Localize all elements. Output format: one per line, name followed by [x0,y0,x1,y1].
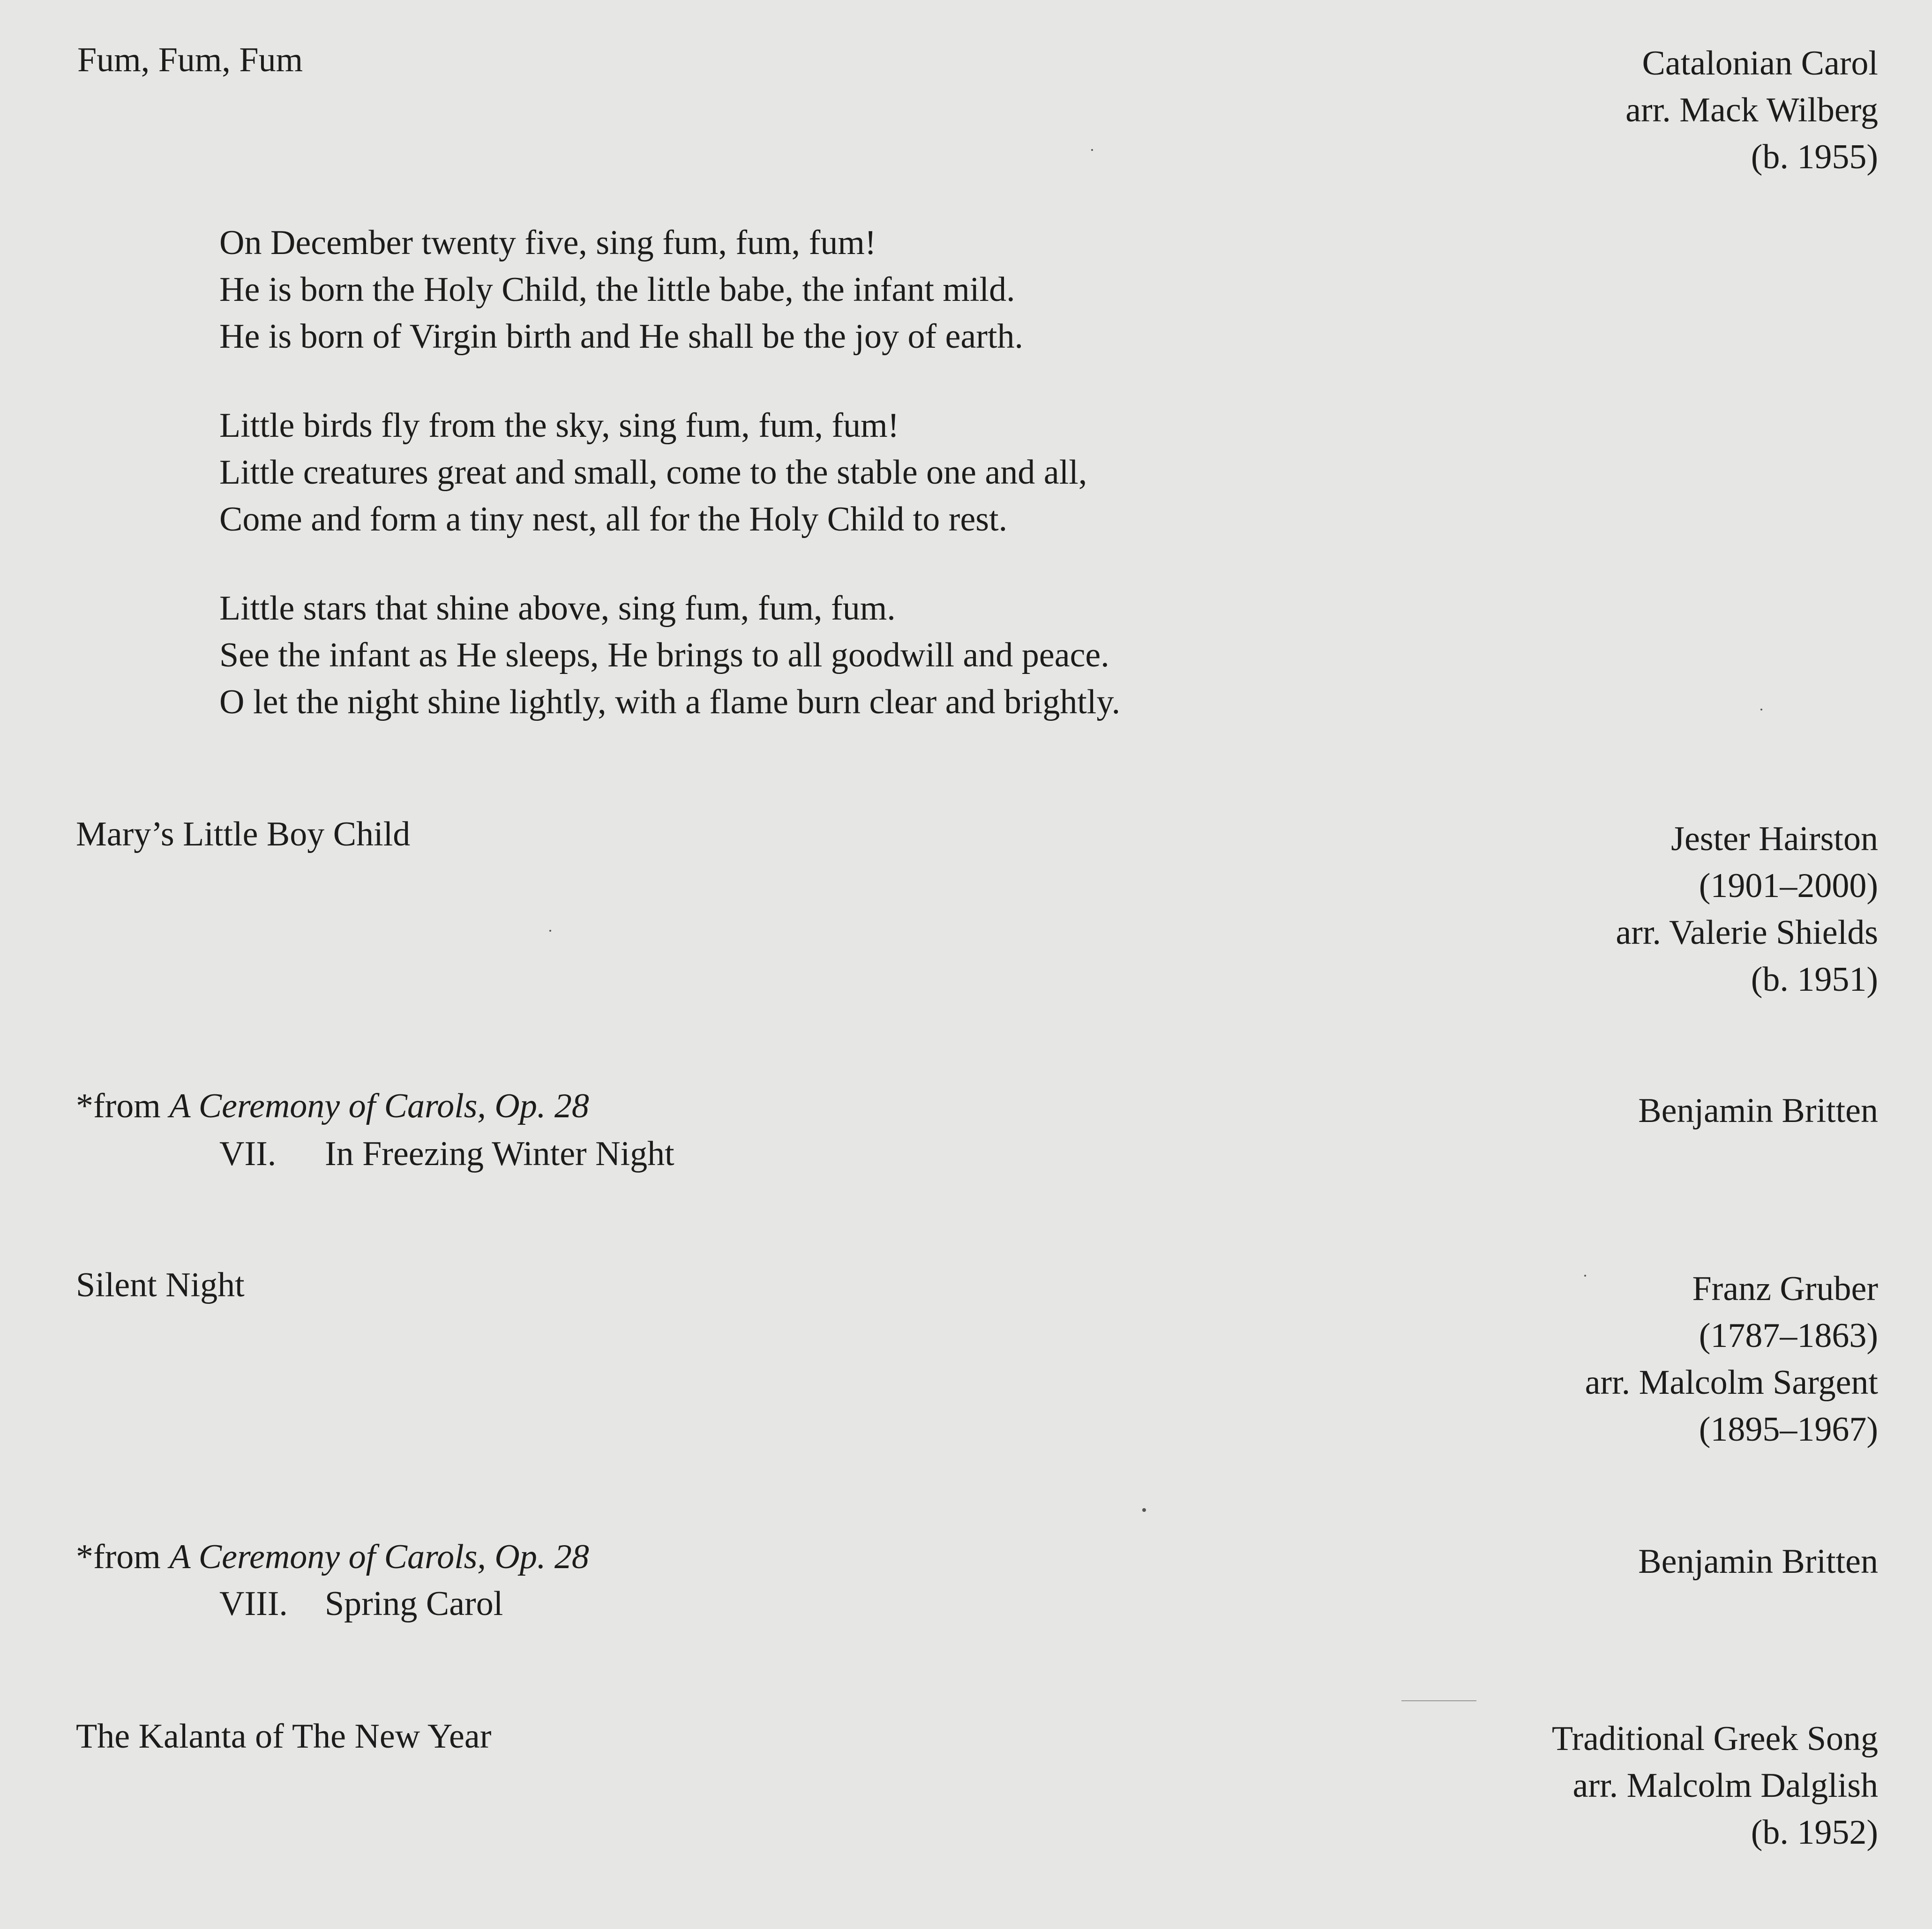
movement-vii [219,1130,674,1177]
scan-speck [1584,1275,1586,1277]
credit-line: arr. Valerie Shields [1616,913,1878,952]
credits-kalanta [1552,1715,1878,1856]
credit-line: (b. 1955) [1751,138,1878,176]
credit-line: arr. Malcolm Sargent [1585,1363,1878,1402]
work-title: A Ceremony of Carols, Op. 28 [169,1538,589,1576]
credit-line: Traditional Greek Song [1551,1720,1878,1758]
lyrics-stanza [219,402,1120,543]
credits-fum-fum-fum [1625,40,1878,180]
lyric-line: O let the night shine lightly, with a flame burn clear and brightly. [219,683,1121,721]
movement-number: VII. [219,1135,277,1173]
credit-line: (1895–1967) [1699,1410,1878,1449]
lyric-line: Little creatures great and small, come to the stable one and all, [219,453,1087,492]
piece-title-ceremony-of-carols-viii [76,1533,589,1580]
credit-line: arr. Mack Wilberg [1625,91,1878,129]
lyric-line: He is born the Holy Child, the little babe, the infant mild. [219,270,1015,309]
from-prefix: *from [76,1087,170,1125]
scan-line [1401,1700,1476,1701]
credits-marys-little-boy-child [1616,815,1878,1003]
lyric-line: Little birds fly from the sky, sing fum, fum, fum! [219,406,899,445]
credits-silent-night [1585,1265,1878,1453]
lyric-line: He is born of Virgin birth and He shall be the joy of earth. [219,317,1024,356]
lyric-line: Come and form a tiny nest, all for the Holy Child to rest. [219,500,1008,538]
lyric-line: On December twenty five, sing fum, fum, fum! [219,224,876,262]
lyric-line: Little stars that shine above, sing fum, fum, fum. [219,589,896,628]
movement-number: VIII. [219,1585,288,1623]
credit-line: (1901–2000) [1699,867,1878,905]
movement-title: In Freezing Winter Night [325,1135,674,1173]
credit-line: Benjamin Britten [1638,1542,1878,1581]
credit-line: Catalonian Carol [1642,44,1878,82]
from-prefix: *from [76,1538,170,1576]
credit-line: (b. 1952) [1751,1813,1878,1852]
credit-line: Benjamin Britten [1638,1092,1878,1130]
movement-viii [219,1580,503,1627]
piece-title-kalanta-of-the-new-year: The Kalanta of The New Year [76,1717,492,1756]
lyrics-stanza [219,219,1120,360]
scan-speck [1760,709,1762,710]
credit-line: Jester Hairston [1671,820,1878,858]
scan-speck [1091,149,1093,151]
lyrics-stanza [219,585,1120,725]
work-title: A Ceremony of Carols, Op. 28 [169,1087,589,1125]
scan-speck [549,930,551,932]
piece-title-marys-little-boy-child: Mary’s Little Boy Child [76,815,411,853]
lyric-line: See the infant as He sleeps, He brings to all goodwill and peace. [219,636,1109,674]
credit-line: (b. 1951) [1751,960,1878,999]
credits-ceremony-vii [1638,1087,1878,1134]
lyrics-fum-fum-fum [219,219,1120,768]
piece-title-fum-fum-fum: Fum, Fum, Fum [77,41,303,79]
scan-speck [1142,1508,1146,1512]
piece-title-ceremony-of-carols-vii [76,1083,589,1129]
credits-ceremony-viii [1638,1538,1878,1585]
movement-title: Spring Carol [325,1585,503,1623]
credit-line: (1787–1863) [1699,1316,1878,1355]
credit-line: arr. Malcolm Dalglish [1573,1766,1878,1805]
credit-line: Franz Gruber [1692,1270,1878,1308]
piece-title-silent-night: Silent Night [76,1266,245,1304]
